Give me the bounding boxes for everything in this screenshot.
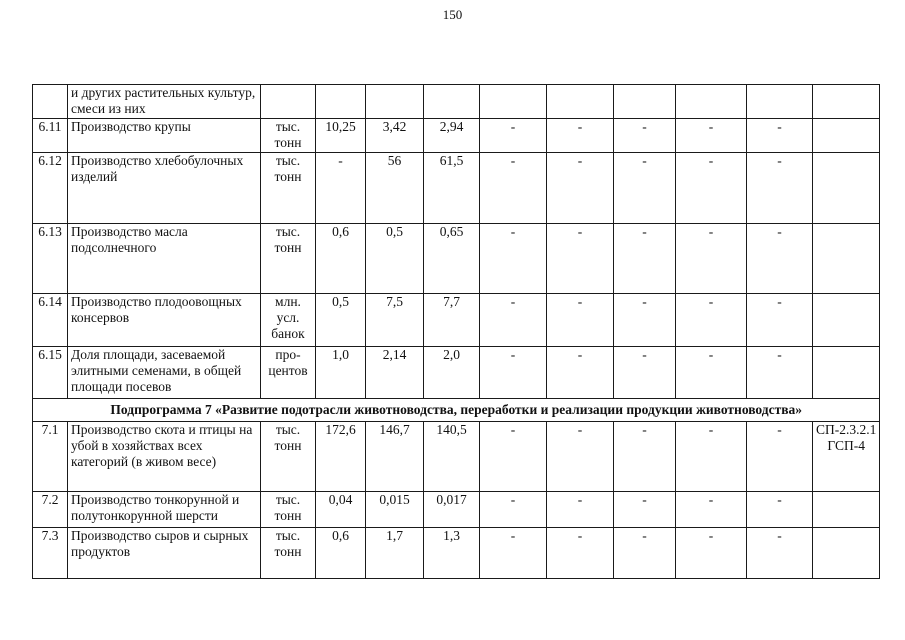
- indicator-name: и других растительных культур, смеси из них: [68, 85, 261, 119]
- dash-cell: -: [614, 422, 676, 492]
- dash-cell: -: [614, 294, 676, 347]
- note-cell: [813, 119, 880, 153]
- note-cell: [813, 347, 880, 399]
- dash-cell: -: [547, 492, 614, 528]
- unit-cell: тыс. тонн: [261, 422, 316, 492]
- table-row: [33, 492, 880, 528]
- note-cell: [813, 492, 880, 528]
- value-2: [366, 85, 424, 119]
- unit-cell: млн. усл. банок: [261, 294, 316, 347]
- page-number: 150: [442, 7, 463, 22]
- dash-cell: -: [480, 492, 547, 528]
- row-number: 6.11: [33, 119, 68, 153]
- row-number: 7.2: [33, 492, 68, 528]
- dash-cell: -: [676, 347, 747, 399]
- value-3: 1,3: [424, 528, 480, 579]
- table-row: [33, 153, 880, 224]
- dash-cell: -: [480, 528, 547, 579]
- unit-cell: тыс. тонн: [261, 528, 316, 579]
- value-2: 3,42: [366, 119, 424, 153]
- dash-cell: -: [614, 119, 676, 153]
- dash-cell: -: [747, 422, 813, 492]
- indicator-name: Производство скота и птицы на убой в хозяйствах всех категорий (в живом весе): [68, 422, 261, 492]
- indicators-table: [32, 84, 880, 579]
- dash-cell: -: [747, 119, 813, 153]
- value-2: 2,14: [366, 347, 424, 399]
- unit-cell: [261, 85, 316, 119]
- unit-cell: тыс. тонн: [261, 492, 316, 528]
- value-3: 2,94: [424, 119, 480, 153]
- indicator-name: Производство плодоовощных консервов: [68, 294, 261, 347]
- note-cell: [813, 224, 880, 294]
- table-row: [33, 528, 880, 579]
- dash-cell: -: [676, 492, 747, 528]
- dash-cell: -: [547, 347, 614, 399]
- note-cell: [813, 85, 880, 119]
- value-1: 0,04: [316, 492, 366, 528]
- dash-cell: -: [547, 153, 614, 224]
- dash-cell: -: [747, 294, 813, 347]
- value-2: 0,5: [366, 224, 424, 294]
- indicator-name: Производство хлебобулочных изделий: [68, 153, 261, 224]
- dash-cell: -: [676, 294, 747, 347]
- value-1: [316, 85, 366, 119]
- value-3: 0,65: [424, 224, 480, 294]
- dash-cell: -: [676, 153, 747, 224]
- table-row: [33, 224, 880, 294]
- value-1: 172,6: [316, 422, 366, 492]
- table-row: [33, 294, 880, 347]
- value-3: 2,0: [424, 347, 480, 399]
- value-3: 61,5: [424, 153, 480, 224]
- value-1: 0,6: [316, 224, 366, 294]
- dash-cell: -: [676, 422, 747, 492]
- dash-cell: -: [480, 422, 547, 492]
- value-1: 0,5: [316, 294, 366, 347]
- dash-cell: -: [547, 224, 614, 294]
- unit-cell: про-центов: [261, 347, 316, 399]
- dash-cell: -: [614, 492, 676, 528]
- dash-cell: -: [547, 528, 614, 579]
- dash-cell: -: [547, 119, 614, 153]
- dash-cell: -: [676, 224, 747, 294]
- value-1: 1,0: [316, 347, 366, 399]
- row-number: 7.1: [33, 422, 68, 492]
- dash-cell: -: [747, 347, 813, 399]
- row-number: 6.13: [33, 224, 68, 294]
- indicator-name: Производство крупы: [68, 119, 261, 153]
- indicator-name: Производство сыров и сырных продуктов: [68, 528, 261, 579]
- dash-cell: -: [480, 153, 547, 224]
- note-cell: [813, 528, 880, 579]
- value-1: 10,25: [316, 119, 366, 153]
- value-3: [424, 85, 480, 119]
- value-3: 7,7: [424, 294, 480, 347]
- unit-cell: тыс. тонн: [261, 119, 316, 153]
- value-3: 140,5: [424, 422, 480, 492]
- value-2: 7,5: [366, 294, 424, 347]
- dash-cell: [614, 85, 676, 119]
- dash-cell: -: [614, 224, 676, 294]
- dash-cell: -: [480, 294, 547, 347]
- dash-cell: -: [614, 153, 676, 224]
- dash-cell: -: [747, 528, 813, 579]
- value-2: 146,7: [366, 422, 424, 492]
- dash-cell: -: [480, 224, 547, 294]
- row-number: 6.14: [33, 294, 68, 347]
- dash-cell: -: [747, 153, 813, 224]
- dash-cell: -: [547, 422, 614, 492]
- section-title: Подпрограмма 7 «Развитие подотрасли животноводства, переработки и реализации продукции животноводства»: [33, 399, 880, 422]
- dash-cell: [747, 85, 813, 119]
- value-2: 1,7: [366, 528, 424, 579]
- row-number: 6.12: [33, 153, 68, 224]
- dash-cell: -: [614, 528, 676, 579]
- dash-cell: -: [747, 224, 813, 294]
- indicator-name: Доля площади, засеваемой элитными семенами, в общей площади посевов: [68, 347, 261, 399]
- value-2: 56: [366, 153, 424, 224]
- note-cell: [813, 294, 880, 347]
- dash-cell: [676, 85, 747, 119]
- value-1: 0,6: [316, 528, 366, 579]
- note-cell: [813, 153, 880, 224]
- unit-cell: тыс. тонн: [261, 224, 316, 294]
- table-row: [33, 85, 880, 119]
- table-row: [33, 347, 880, 399]
- table-row: [33, 119, 880, 153]
- indicator-name: Производство масла подсолнечного: [68, 224, 261, 294]
- dash-cell: -: [480, 119, 547, 153]
- dash-cell: -: [547, 294, 614, 347]
- note-cell: СП-2.3.2.1 ГСП-4: [813, 422, 880, 492]
- row-number: 6.15: [33, 347, 68, 399]
- table-body: [33, 85, 880, 579]
- section-row: [33, 399, 880, 422]
- dash-cell: -: [747, 492, 813, 528]
- value-3: 0,017: [424, 492, 480, 528]
- dash-cell: [480, 85, 547, 119]
- value-1: -: [316, 153, 366, 224]
- row-number: [33, 85, 68, 119]
- dash-cell: -: [676, 119, 747, 153]
- indicator-name: Производство тонкорунной и полутонкорунной шерсти: [68, 492, 261, 528]
- dash-cell: -: [480, 347, 547, 399]
- unit-cell: тыс. тонн: [261, 153, 316, 224]
- row-number: 7.3: [33, 528, 68, 579]
- dash-cell: -: [614, 347, 676, 399]
- value-2: 0,015: [366, 492, 424, 528]
- dash-cell: [547, 85, 614, 119]
- dash-cell: -: [676, 528, 747, 579]
- table-row: [33, 422, 880, 492]
